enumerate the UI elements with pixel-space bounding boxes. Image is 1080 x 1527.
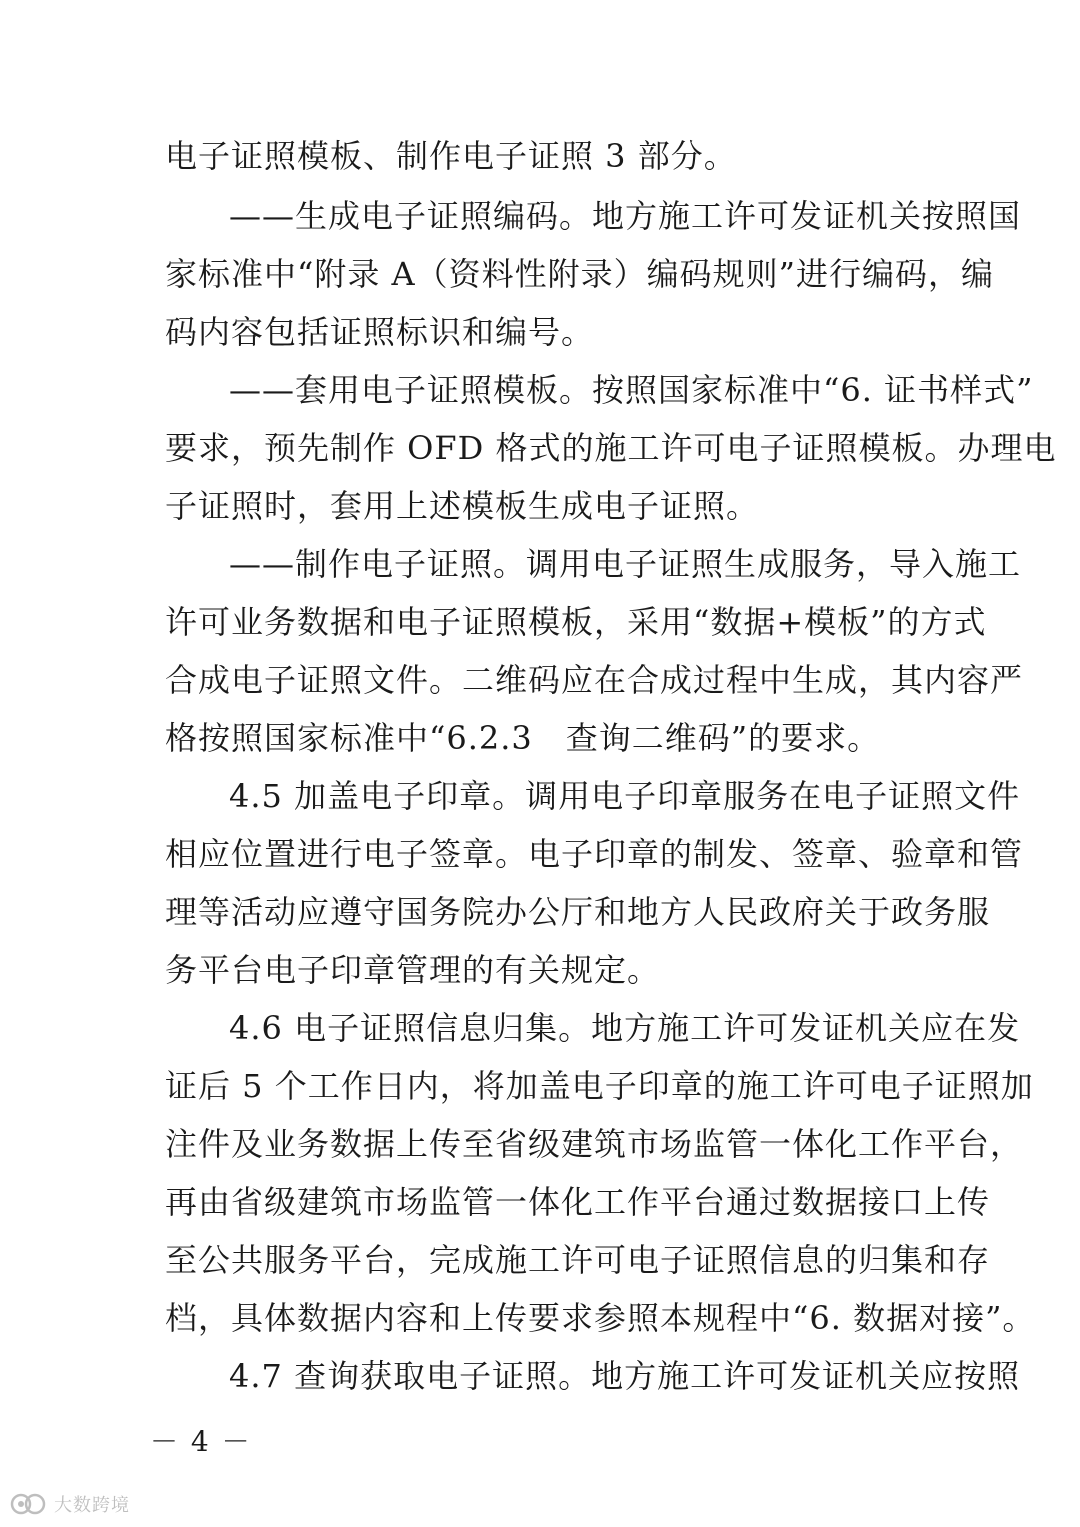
watermark <box>8 1489 130 1519</box>
text-line-1: 电子证照模板、制作电子证照 3 部分。 <box>165 137 737 175</box>
text-line-10: 合成电子证照文件。二维码应在合成过程中生成，其内容严 <box>165 661 1024 699</box>
text-line-11: 格按照国家标准中“6.2.3 查询二维码”的要求。 <box>165 719 881 757</box>
text-line-16: 4.6 电子证照信息归集。地方施工许可发证机关应在发 <box>229 1009 1021 1047</box>
text-line-14: 理等活动应遵守国务院办公厅和地方人民政府关于政务服 <box>165 893 991 931</box>
text-line-15: 务平台电子印章管理的有关规定。 <box>165 951 661 989</box>
watermark-text: 大数跨境 <box>54 1495 130 1516</box>
double-circle-logo-icon <box>8 1491 50 1517</box>
text-line-20: 至公共服务平台，完成施工许可电子证照信息的归集和存 <box>165 1241 991 1279</box>
text-line-9: 许可业务数据和电子证照模板，采用“数据+模板”的方式 <box>165 603 987 641</box>
text-line-3: 家标准中“附录 A（资料性附录）编码规则”进行编码，编 <box>165 255 995 293</box>
text-line-18: 注件及业务数据上传至省级建筑市场监管一体化工作平台， <box>165 1125 1024 1163</box>
text-line-19: 再由省级建筑市场监管一体化工作平台通过数据接口上传 <box>165 1183 991 1221</box>
text-line-13: 相应位置进行电子签章。电子印章的制发、签章、验章和管 <box>165 835 1024 873</box>
text-line-6: 要求，预先制作 OFD 格式的施工许可电子证照模板。办理电 <box>165 429 1057 467</box>
text-line-5: ——套用电子证照模板。按照国家标准中“6. 证书样式” <box>229 371 1034 409</box>
text-line-2: ——生成电子证照编码。地方施工许可发证机关按照国 <box>229 197 1022 235</box>
text-line-17: 证后 5 个工作日内，将加盖电子印章的施工许可电子证照加 <box>165 1067 1034 1105</box>
text-line-12: 4.5 加盖电子印章。调用电子印章服务在电子证照文件 <box>229 777 1021 815</box>
text-line-22: 4.7 查询获取电子证照。地方施工许可发证机关应按照 <box>229 1357 1021 1395</box>
text-line-21: 档，具体数据内容和上传要求参照本规程中“6. 数据对接”。 <box>165 1299 1036 1337</box>
text-line-4: 码内容包括证照标识和编号。 <box>165 313 595 351</box>
page-number: － 4 － <box>150 1425 252 1458</box>
text-line-8: ——制作电子证照。调用电子证照生成服务，导入施工 <box>229 545 1022 583</box>
text-line-7: 子证照时，套用上述模板生成电子证照。 <box>165 487 760 525</box>
